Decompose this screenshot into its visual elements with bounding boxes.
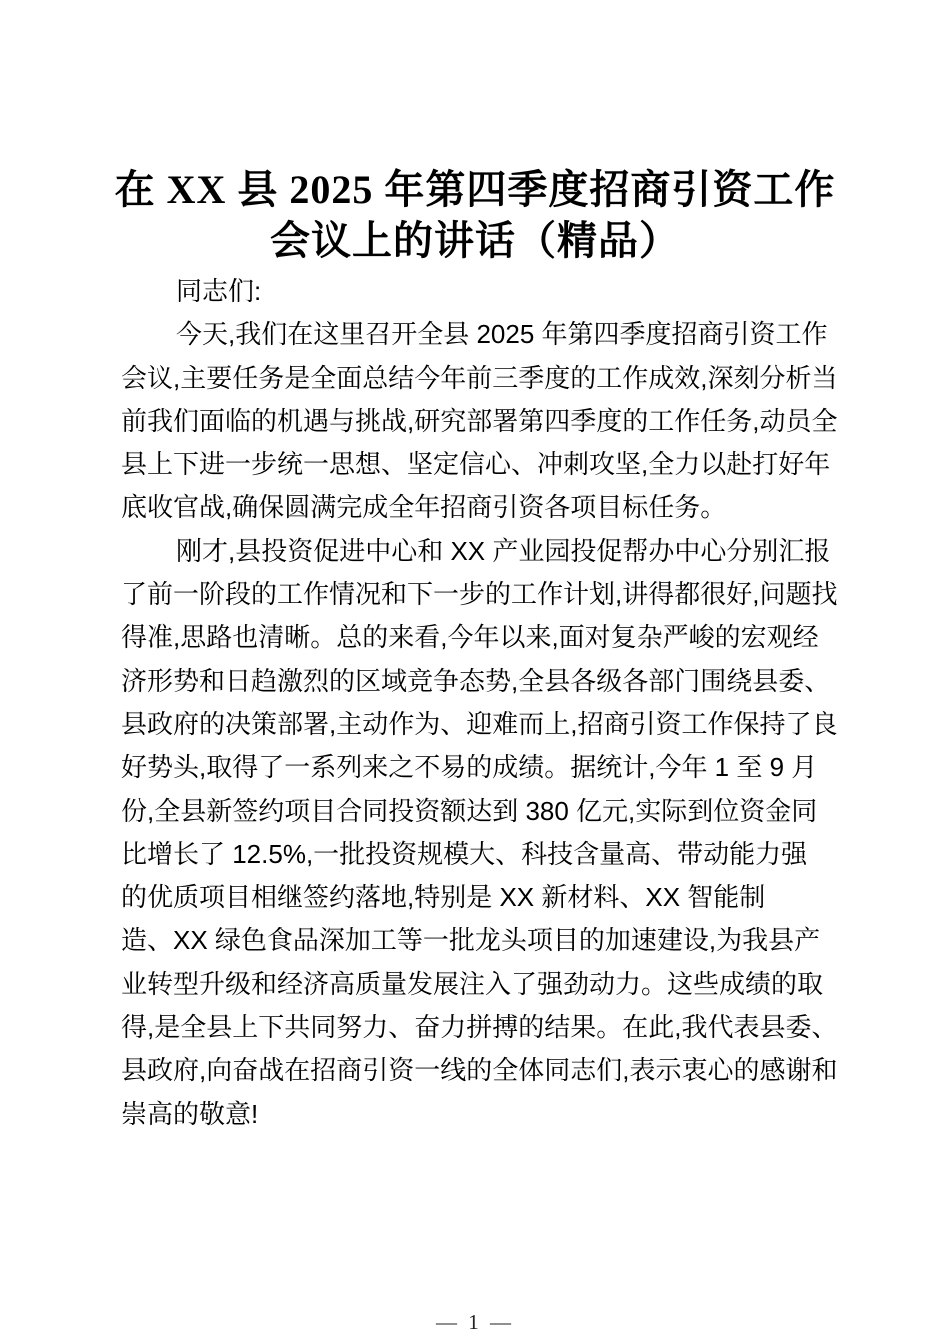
document-body: [0, 270, 950, 1136]
body-line: 会议,主要任务是全面总结今年前三季度的工作成效,深刻分析当: [121, 362, 838, 393]
body-line: 得,是全县上下共同努力、奋力拼搏的结果。在此,我代表县委、: [121, 1012, 838, 1043]
body-line-salutation: 同志们:: [176, 276, 262, 306]
body-line: 前我们面临的机遇与挑战,研究部署第四季度的工作任务,动员全: [121, 405, 838, 436]
body-line: 县政府的决策部署,主动作为、迎难而上,招商引资工作保持了良: [121, 708, 838, 739]
body-line: 份,全县新签约项目合同投资额达到 380 亿元,实际到位资金同: [121, 795, 818, 826]
page-number: — 1 —: [436, 1310, 514, 1334]
body-line: 造、XX 绿色食品深加工等一批龙头项目的加速建设,为我县产: [121, 925, 821, 956]
title-line-1: 在 XX 县 2025 年第四季度招商引资工作: [114, 167, 836, 212]
document-title: [0, 0, 950, 266]
body-line: 刚才,县投资促进中心和 XX 产业园投促帮办中心分别汇报: [176, 535, 831, 566]
body-line: 崇高的敬意!: [121, 1098, 259, 1129]
body-line: 的优质项目相继签约落地,特别是 XX 新材料、XX 智能制: [121, 882, 766, 913]
body-line: 业转型升级和经济高质量发展注入了强劲动力。这些成绩的取: [121, 968, 824, 999]
body-line: 底收官战,确保圆满完成全年招商引资各项目标任务。: [121, 492, 727, 523]
body-line: 县上下进一步统一思想、坚定信心、冲刺攻坚,全力以赴打好年: [121, 449, 831, 480]
body-line: 好势头,取得了一系列来之不易的成绩。据统计,今年 1 至 9 月: [121, 752, 818, 783]
body-line: 今天,我们在这里召开全县 2025 年第四季度招商引资工作: [176, 319, 828, 350]
body-line: 了前一阶段的工作情况和下一步的工作计划,讲得都很好,问题找: [121, 579, 838, 610]
body-line: 县政府,向奋战在招商引资一线的全体同志们,表示衷心的感谢和: [121, 1055, 838, 1086]
body-line: 济形势和日趋激烈的区域竞争态势,全县各级各部门围绕县委、: [121, 665, 831, 696]
body-line: 得准,思路也清晰。总的来看,今年以来,面对复杂严峻的宏观经: [121, 622, 819, 653]
body-line: 比增长了 12.5%,一批投资规模大、科技含量高、带动能力强: [121, 838, 808, 869]
title-line-2: 会议上的讲话（精品）: [270, 218, 680, 263]
